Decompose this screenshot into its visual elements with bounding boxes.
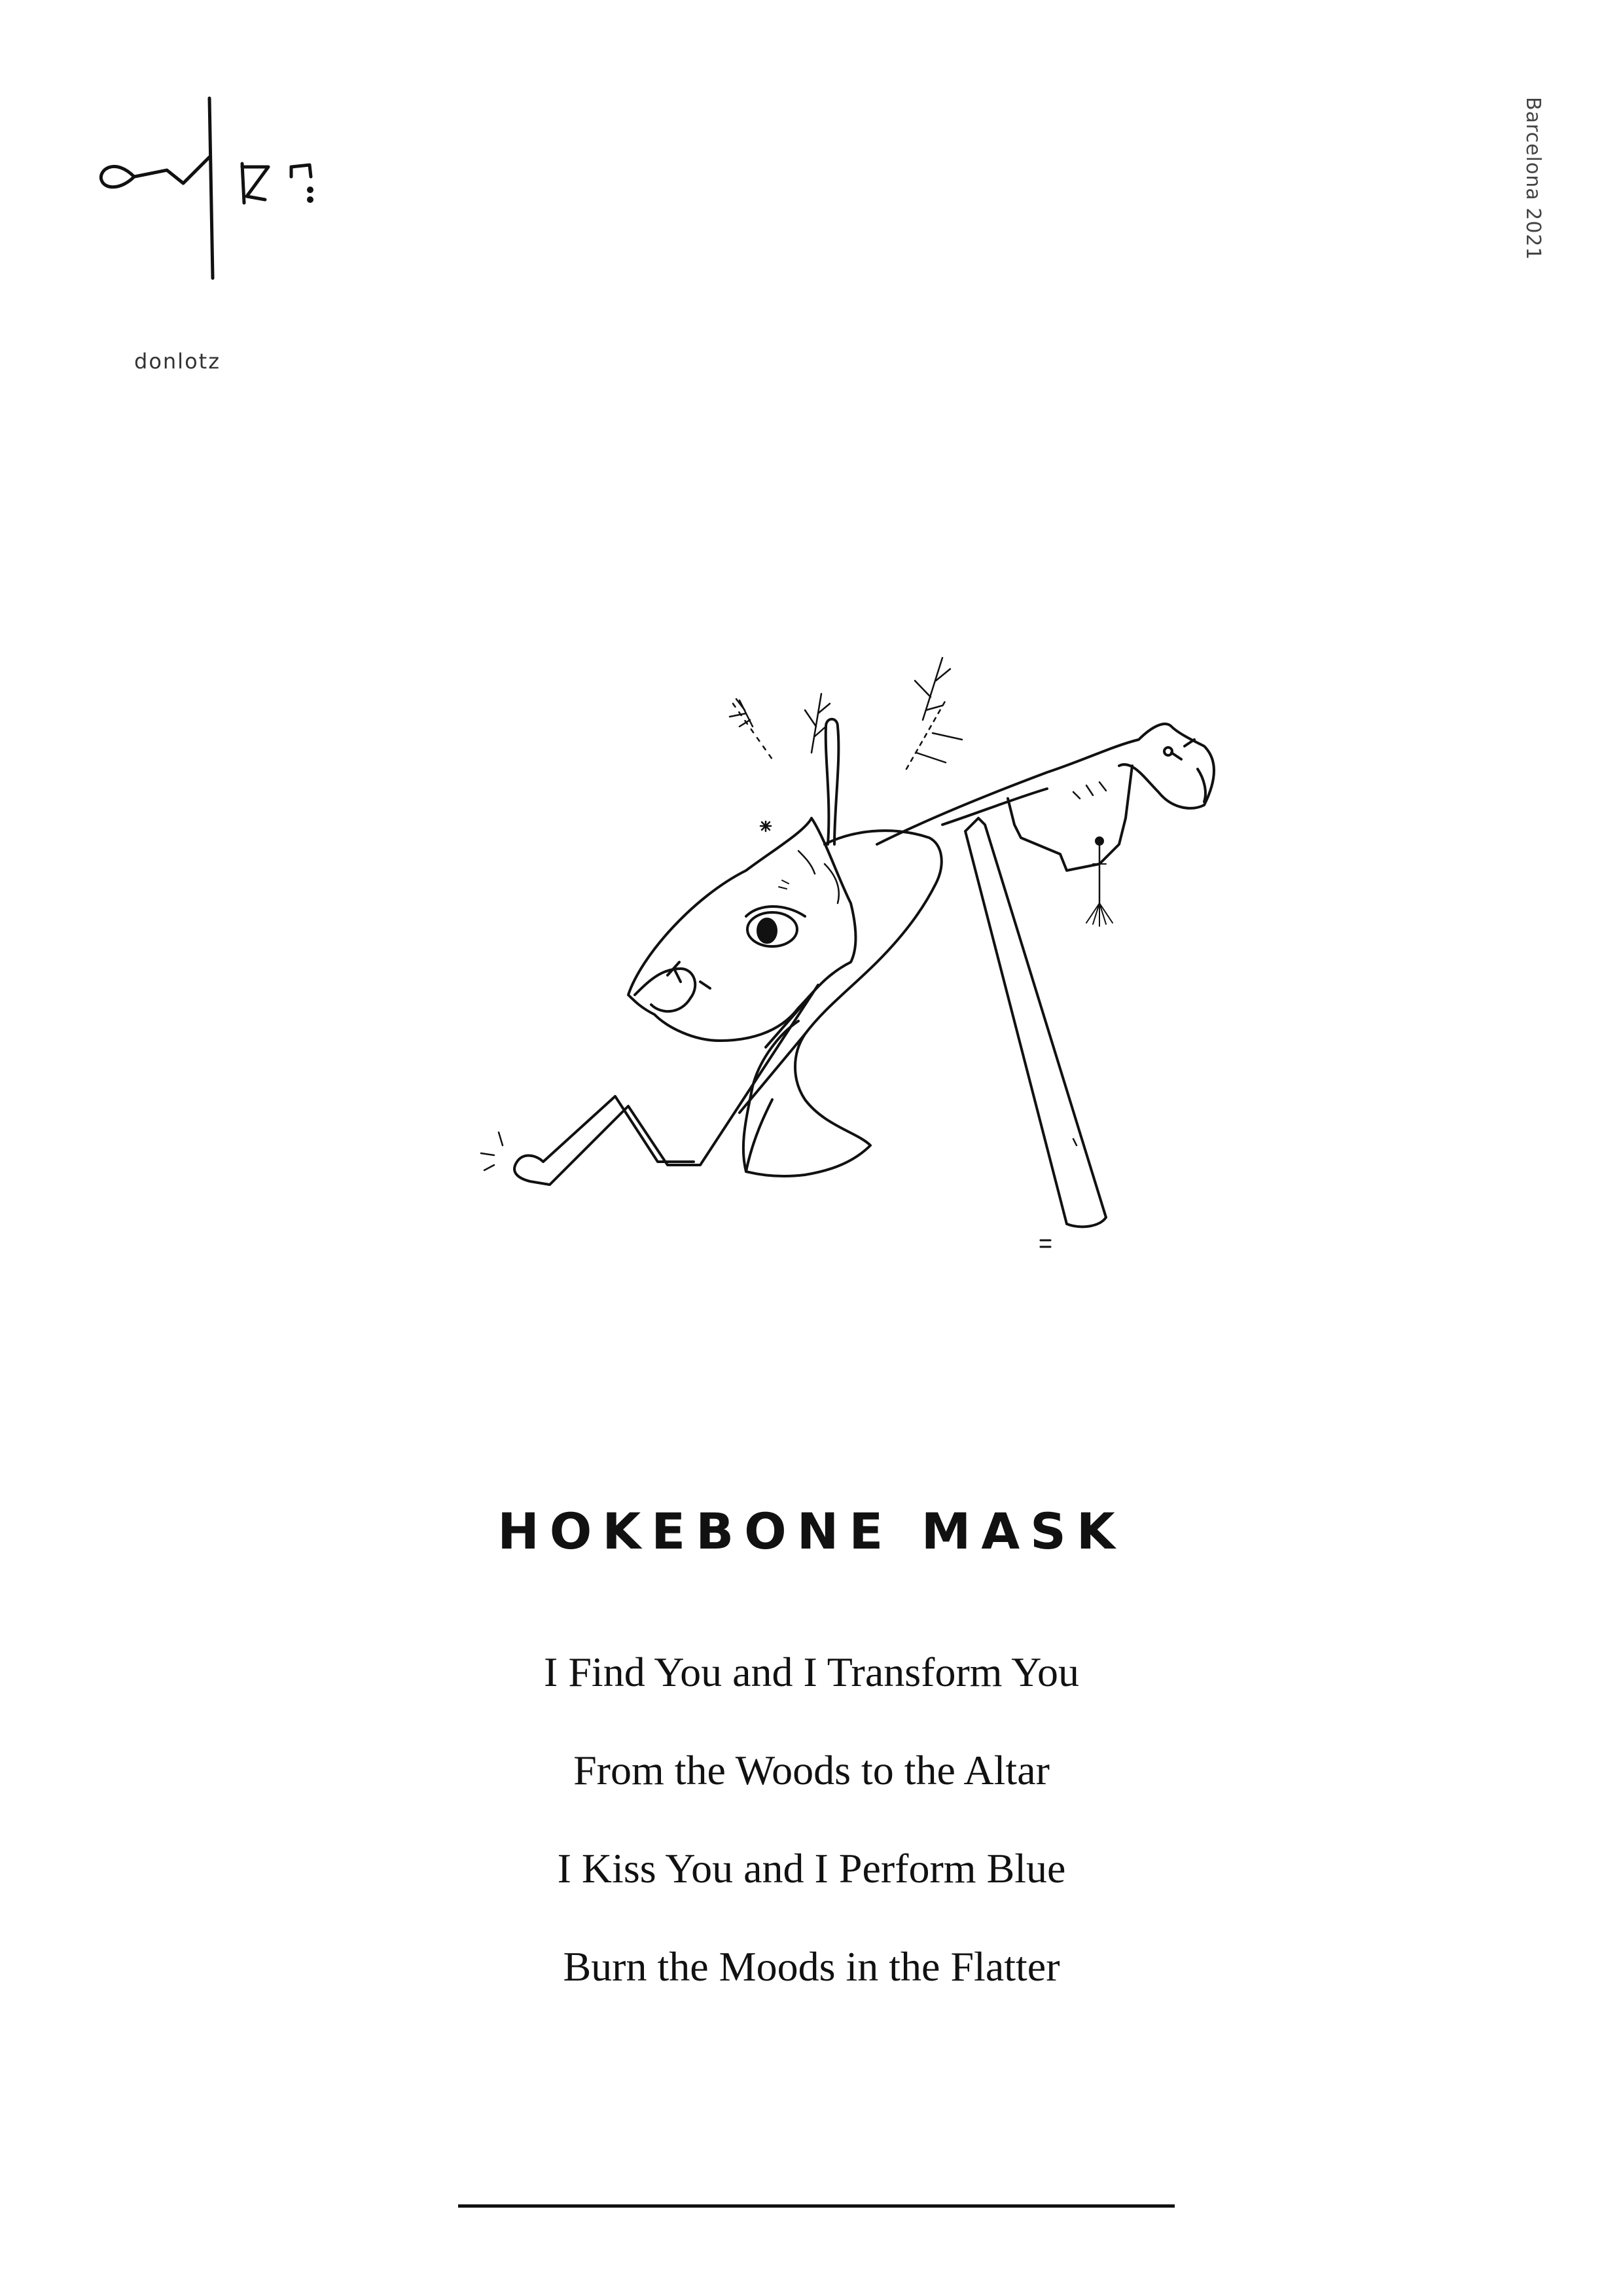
poem-line: I Find You and I Transform You [544,1649,1079,1695]
place-year-label: Barcelona 2021 [1522,97,1544,260]
place-year-label-wrapper [1518,97,1544,267]
poem-verse [0,1623,1623,2016]
poem-line: I Kiss You and I Perform Blue [557,1845,1066,1892]
hokebone-mask-drawing-icon [353,628,1296,1270]
bottom-divider [458,2204,1175,2208]
signature-logo-icon [95,92,330,288]
artist-name: donlotz [134,349,221,374]
poem-line: From the Woods to the Altar [573,1747,1050,1793]
poem-title: HOKEBONE MASK [497,1502,1126,1560]
poem-line: Burn the Moods in the Flatter [563,1943,1060,1990]
